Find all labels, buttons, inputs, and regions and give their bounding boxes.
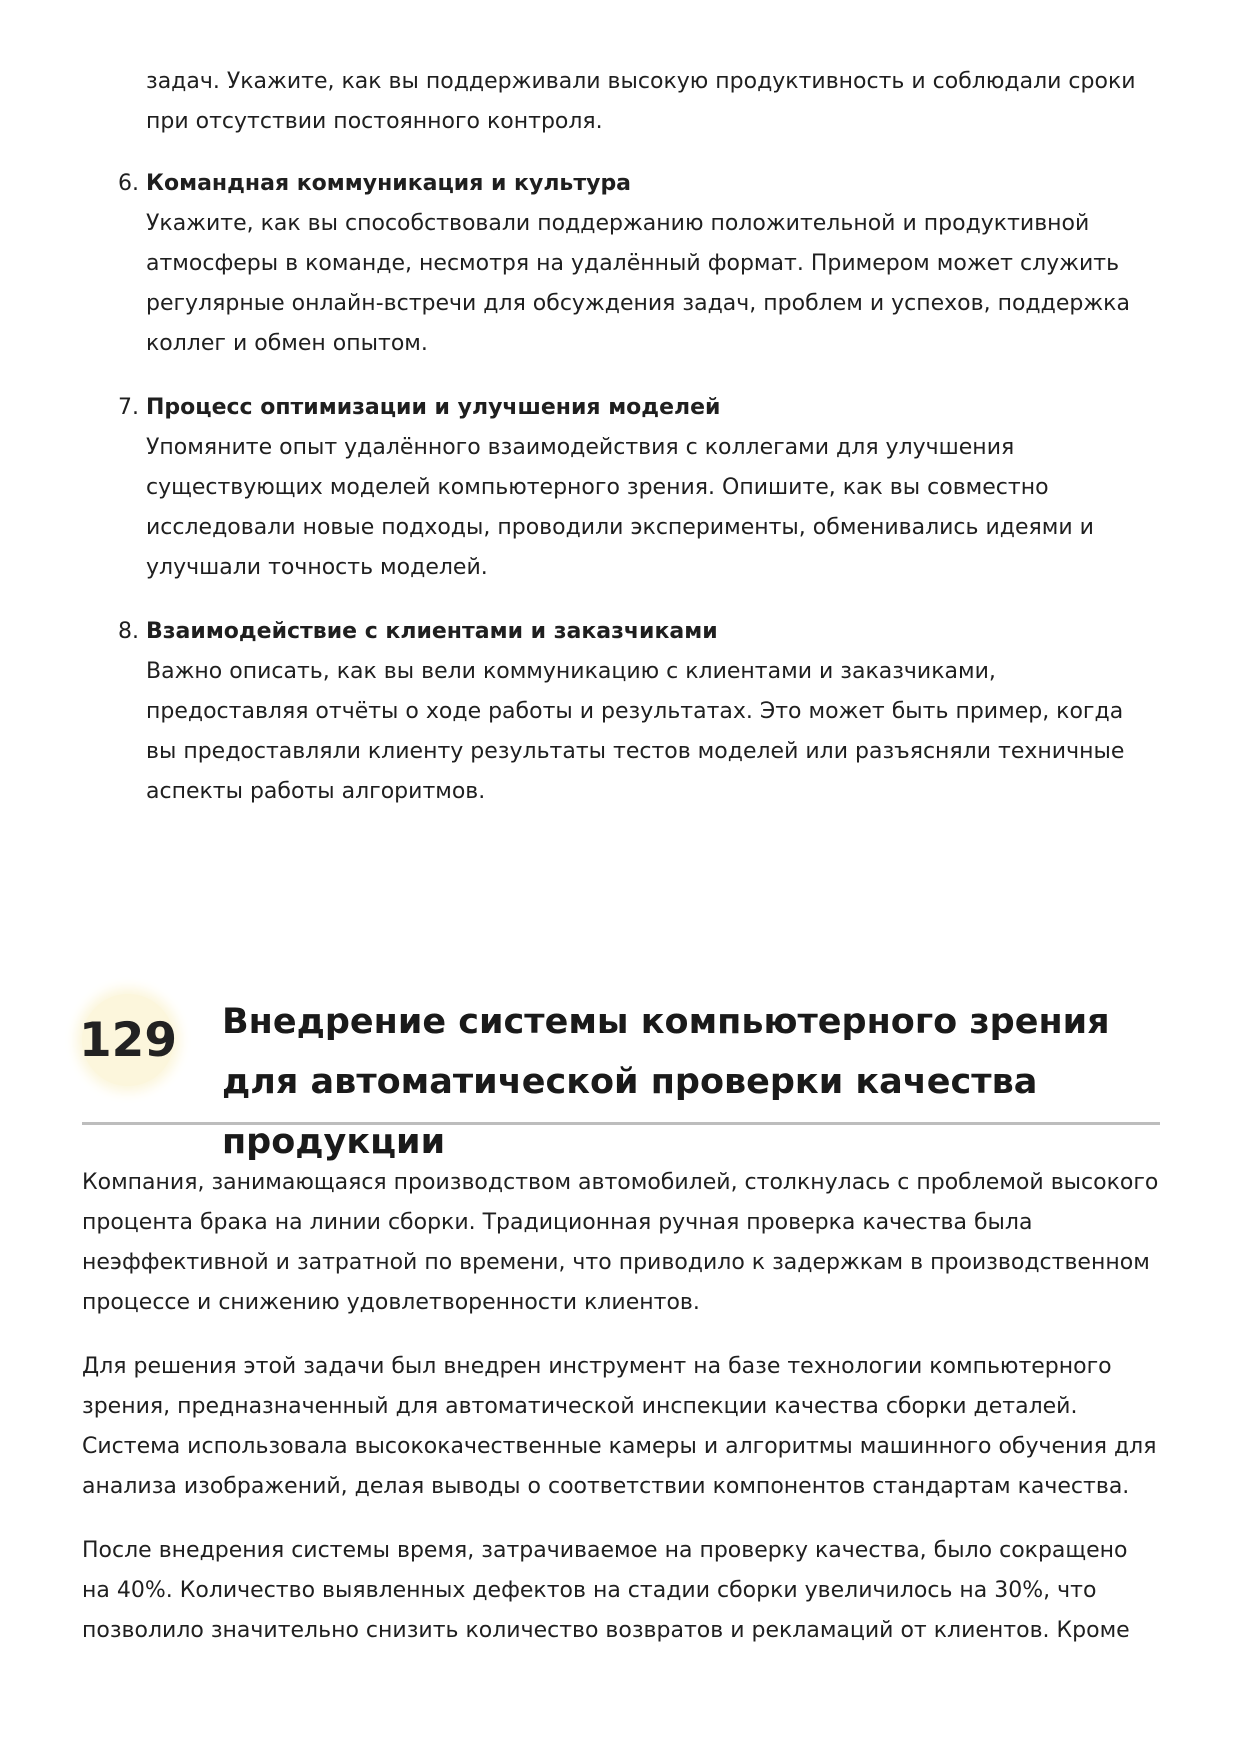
- list-item-text: Упомяните опыт удалённого взаимодействия с коллегами для улучшения существующих моделей компьютерного зрения. Опишите, как вы совместно исследовали новые подходы, проводили эксперименты, обменивались идеями и улучшали точность моделей.: [146, 435, 1094, 580]
- section-header: [78, 992, 1160, 1162]
- continuation-paragraph: задач. Укажите, как вы поддерживали высокую продуктивность и соблюдали сроки при отсутствии постоянного контроля.: [146, 69, 1136, 134]
- list-item-number: 8.: [118, 619, 139, 644]
- numbered-list: [106, 164, 1166, 836]
- list-item: [106, 164, 1166, 364]
- body-paragraph: После внедрения системы время, затрачиваемое на проверку качества, было сокращено на 40%. Количество выявленных дефектов на стадии сборки увеличилось на 30%, что позволило значительно снизить количество возвратов и рекламаций от клиентов. Кроме: [82, 1538, 1130, 1643]
- section-body: [82, 1163, 1160, 1675]
- list-item: [106, 612, 1166, 812]
- list-item-title: Командная коммуникация и культура: [146, 171, 632, 196]
- list-item-title: Процесс оптимизации и улучшения моделей: [146, 395, 721, 420]
- body-paragraph: Компания, занимающаяся производством автомобилей, столкнулась с проблемой высокого процента брака на линии сборки. Традиционная ручная проверка качества была неэффективной и затратной по времени, что приводило к задержкам в производственном процессе и снижению удовлетворенности клиентов.: [82, 1170, 1159, 1315]
- list-item-number: 6.: [118, 171, 139, 196]
- list-item-text: Укажите, как вы способствовали поддержанию положительной и продуктивной атмосферы в команде, несмотря на удалённый формат. Примером может служить регулярные онлайн-встречи для обсуждения задач, проблем и успехов, поддержка коллег и обмен опытом.: [146, 211, 1130, 356]
- list-item-number: 7.: [118, 395, 139, 420]
- list-item: [106, 388, 1166, 588]
- list-item-text: Важно описать, как вы вели коммуникацию с клиентами и заказчиками, предоставляя отчёты о ходе работы и результатах. Это может быть пример, когда вы предоставляли клиенту результаты тестов моделей или разъясняли техничные аспекты работы алгоритмов.: [146, 659, 1125, 804]
- section-number-badge: 129: [82, 994, 174, 1086]
- body-paragraph: Для решения этой задачи был внедрен инструмент на базе технологии компьютерного зрения, предназначенный для автоматической инспекции качества сборки деталей. Система использовала высококачественные камеры и алгоритмы машинного обучения для анализа изображений, делая выводы о соответствии компонентов стандартам качества.: [82, 1354, 1157, 1499]
- section-title: Внедрение системы компьютерного зрения для автоматической проверки качества продукции: [222, 1002, 1110, 1162]
- list-item-title: Взаимодействие с клиентами и заказчиками: [146, 619, 718, 644]
